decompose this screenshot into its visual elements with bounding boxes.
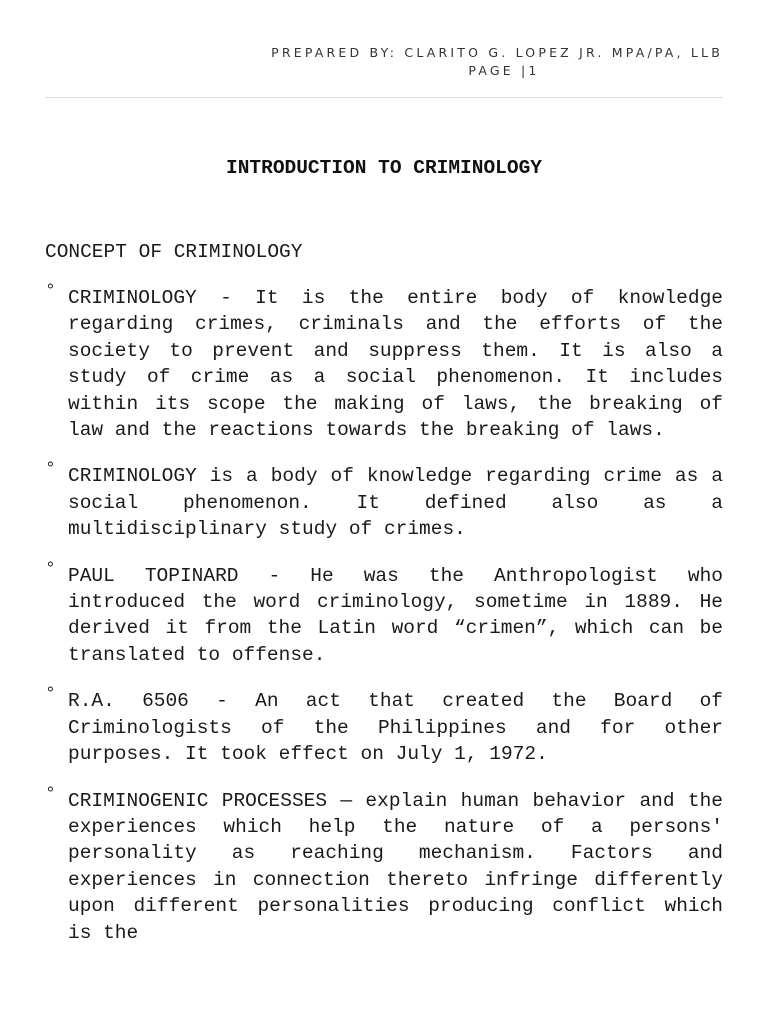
page-header bbox=[45, 44, 723, 80]
bullet-marker-icon: ° bbox=[45, 784, 56, 805]
bullet-text: PAUL TOPINARD - He was the Anthropologist who introduced the word criminology, sometime in 1889. He derived it from the Latin word “crimen”, which can be translated to offense. bbox=[68, 564, 723, 666]
bullet-marker-icon: ° bbox=[45, 685, 56, 706]
bullet-marker-icon: ° bbox=[45, 282, 56, 302]
bullet-item bbox=[45, 784, 723, 946]
bullet-item bbox=[45, 460, 723, 542]
bullet-text: CRIMINOLOGY - It is the entire body of knowledge regarding crimes, criminals and the efforts of the society to prevent and suppress them. It is also a study of crime as a social phenomenon. It includes within its scope the making of laws, the breaking of law and the reactions towards the breaking of laws. bbox=[68, 287, 723, 442]
bullet-list bbox=[45, 282, 723, 966]
bullet-text: R.A. 6506 - An act that created the Board of Criminologists of the Philippines and for other purposes. It took effect on July 1, 1972. bbox=[68, 690, 723, 766]
bullet-item bbox=[45, 282, 723, 443]
bullet-item bbox=[45, 559, 723, 669]
bullet-text: CRIMINOGENIC PROCESSES — explain human behavior and the experiences which help the nature of a persons' personality as reaching mechanism. Factors and experiences in connection thereto infringe differently upon different personalities producing conflict which is the bbox=[68, 789, 723, 944]
section-heading: CONCEPT OF CRIMINOLOGY bbox=[45, 241, 303, 263]
bullet-marker-icon: ° bbox=[45, 559, 56, 580]
bullet-text: CRIMINOLOGY is a body of knowledge regarding crime as a social phenomenon. It defined also as a multidisciplinary study of crimes. bbox=[68, 465, 723, 541]
prepared-by-text: PREPARED BY: CLARITO G. LOPEZ JR. MPA/PA, LLB bbox=[271, 45, 723, 60]
page-number: PAGE |1 bbox=[468, 63, 540, 78]
bullet-marker-icon: ° bbox=[45, 460, 56, 481]
header-divider bbox=[45, 97, 723, 98]
document-title: INTRODUCTION TO CRIMINOLOGY bbox=[226, 157, 542, 179]
bullet-item bbox=[45, 685, 723, 767]
